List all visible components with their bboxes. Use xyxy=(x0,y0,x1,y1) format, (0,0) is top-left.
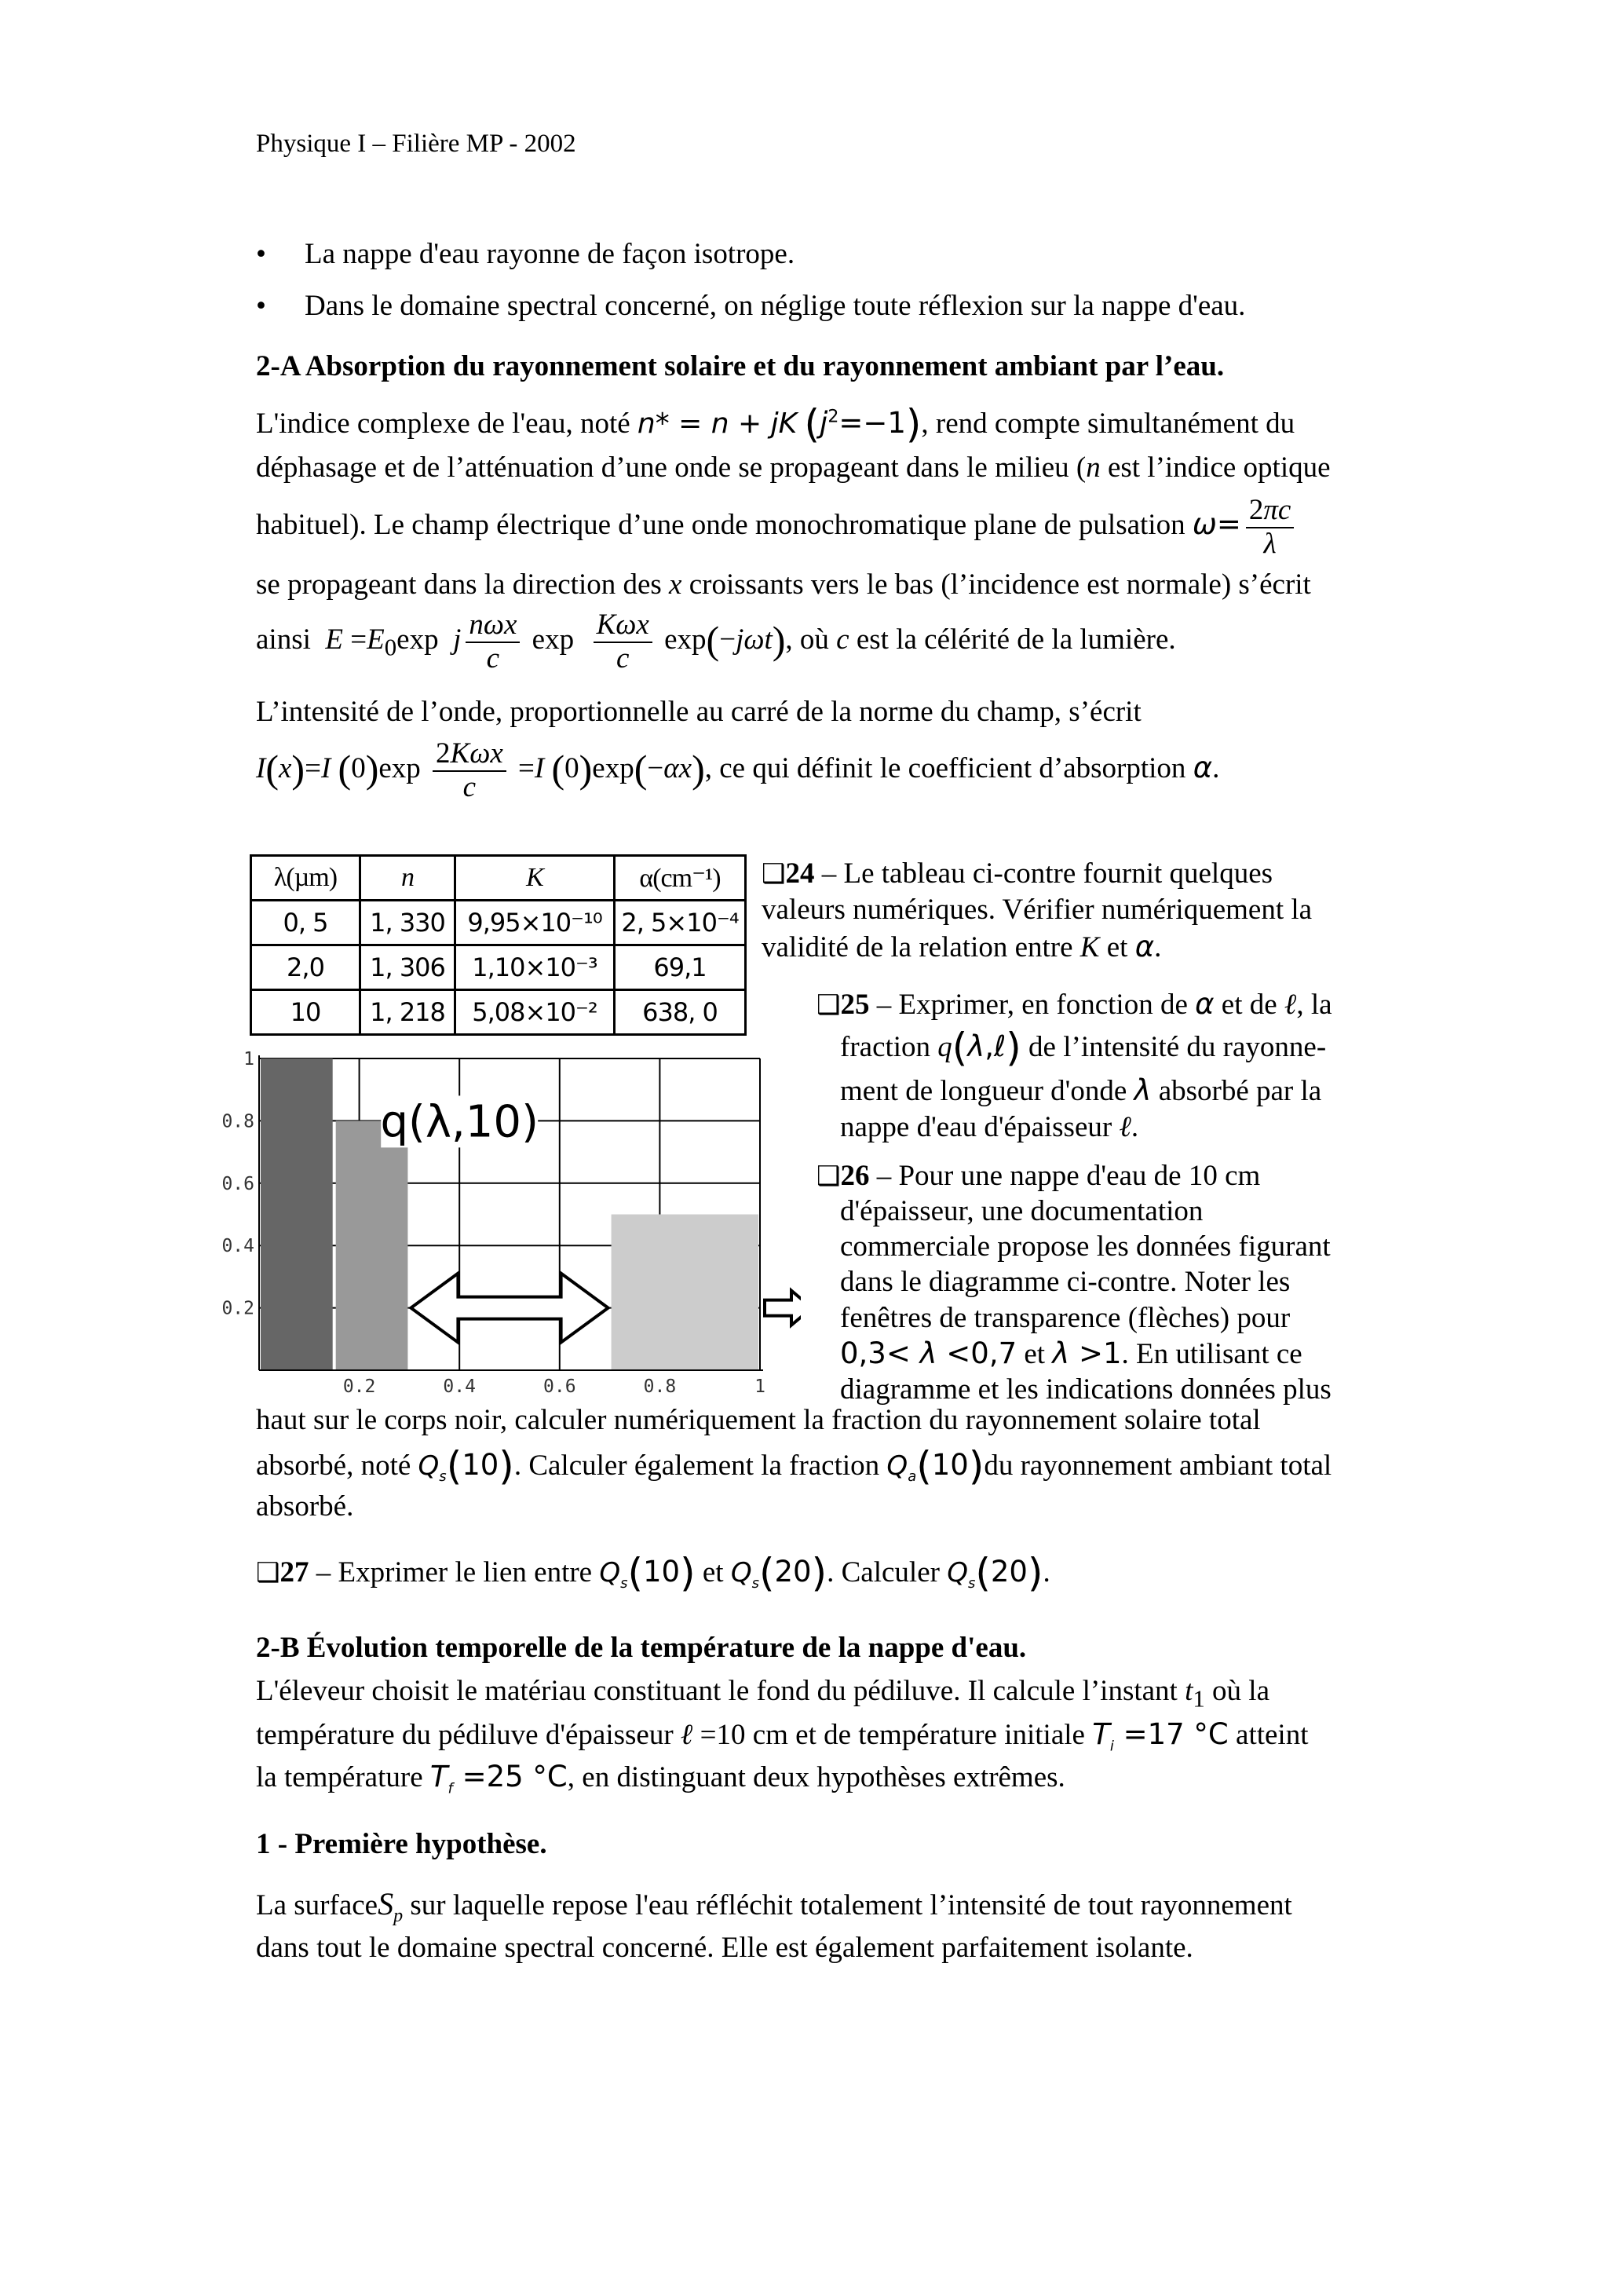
table-cell: 0, 5 xyxy=(251,901,360,945)
question-24: ❑24 – Le tableau ci-contre fournit quelques valeurs numériques. Vérifier numériquement la validité de la relation entre K et α. xyxy=(762,857,1313,963)
table-row xyxy=(251,945,746,990)
table-header-cell: λ(µm) xyxy=(251,856,360,901)
paragraph-line: L’intensité de l’onde, proportionnelle au carré de la norme du champ, s’écrit xyxy=(256,696,1142,728)
table-header-cell: α(cm⁻¹) xyxy=(615,856,746,901)
equation-line: ainsi $E =E_0\exp$ j $\frac{\text{nωx}}{c}$ exp $\frac{\text{Kωx}}{c}$ exp(−jωt), où c est la célérité de la lumière. xyxy=(256,609,1176,675)
double-arrow-icon xyxy=(411,1274,608,1343)
chart-bar xyxy=(261,1058,333,1370)
chart-bar xyxy=(336,1121,408,1370)
question-26-continued: absorbé, noté $Q_s(10)$. Calculer également la fraction $Q_a(10)du$ rayonnement ambiant total xyxy=(256,1443,1332,1489)
paragraph-line: L'éleveur choisit le matériau constituant le fond du pédiluve. Il calcule l’instant $t_1$ où la xyxy=(256,1675,1269,1713)
table-row xyxy=(251,901,746,945)
question-25: ❑25 – Exprimer, en fonction de α et de ℓ, la fraction q(λ,ℓ) de l’intensité du rayonne- ment de longueur d'onde λ absorbé par la nappe d'eau d'épaisseur ℓ. xyxy=(816,987,1332,1143)
question-26-continued: haut sur le corps noir, calculer numériquement la fraction du rayonnement solaire total xyxy=(256,1404,1261,1436)
hypothesis-title: 1 - Première hypothèse. xyxy=(256,1828,547,1860)
y-tick-label: 0.6 xyxy=(221,1173,254,1194)
x-tick-label: 0.2 xyxy=(342,1377,376,1397)
table-cell: 9,95×10⁻¹⁰ xyxy=(455,901,615,945)
checkbox-icon: ❑ xyxy=(256,1557,280,1589)
y-tick-label: 0.2 xyxy=(221,1298,254,1319)
paragraph-line: la température $T_f =25$ °C, en distinguant deux hypothèses extrêmes. xyxy=(256,1760,1065,1797)
chart-bar xyxy=(612,1215,758,1371)
checkbox-icon: ❑ xyxy=(816,1161,841,1192)
paragraph-line: température du pédiluve d'épaisseur ℓ =10 cm et de température initiale $T_i =17$ °C atteint xyxy=(256,1717,1309,1755)
table-header-row xyxy=(251,856,746,901)
table-cell: 638, 0 xyxy=(615,990,746,1035)
right-arrow-icon xyxy=(765,1291,801,1325)
table-cell: 10 xyxy=(251,990,360,1035)
y-tick-label: 1 xyxy=(243,1049,254,1069)
table-cell: 1, 306 xyxy=(360,945,455,990)
y-tick-label: 0.8 xyxy=(221,1111,254,1132)
bullet-item: • La nappe d'eau rayonne de façon isotrope. xyxy=(256,238,795,270)
page-header: Physique I – Filière MP - 2002 xyxy=(256,130,576,158)
equation-line: I(x)=I (0)exp $\frac{\text{2Kωx}}{c}$ =I (0)exp(−αx), ce qui définit le coefficient d’absorption α. xyxy=(256,737,1220,803)
table-cell: 69,1 xyxy=(615,945,746,990)
section-title-2a: 2-A Absorption du rayonnement solaire et du rayonnement ambiant par l’eau. xyxy=(256,350,1225,382)
question-26-continued: absorbé. xyxy=(256,1490,354,1523)
checkbox-icon: ❑ xyxy=(762,858,786,890)
paragraph-line: se propageant dans la direction des x croissants vers le bas (l’incidence est normale) s’écrit xyxy=(256,569,1311,601)
table-cell: 2,0 xyxy=(251,945,360,990)
paragraph-line: dans tout le domaine spectral concerné. Elle est également parfaitement isolante. xyxy=(256,1932,1193,1964)
absorption-chart xyxy=(204,1036,801,1398)
paragraph-line: déphasage et de l’atténuation d’une onde se propageant dans le milieu (n est l’indice optique xyxy=(256,452,1331,484)
table-cell: 1, 330 xyxy=(360,901,455,945)
question-26: ❑26 – Pour une nappe d'eau de 10 cm d'épaisseur, une documentation commerciale propose les données figurant dans le diagramme ci-contre. Noter les fenêtres de transparence (flèches) pour 0,3< λ <0,7 et λ >1. En utilisant ce diagramme et les indications données plus xyxy=(816,1160,1332,1406)
table-cell: 5,08×10⁻² xyxy=(455,990,615,1035)
table-cell: 1, 218 xyxy=(360,990,455,1035)
chart-title: q(λ,10) xyxy=(380,1096,539,1148)
table-cell: 2, 5×10⁻⁴ xyxy=(615,901,746,945)
paragraph-line: habituel). Le champ électrique d’une onde monochromatique plane de pulsation ω= $\frac{2\pi c}{\lambda}$ xyxy=(256,495,1386,560)
x-tick-label: 0.4 xyxy=(443,1377,476,1397)
x-tick-label: 0.6 xyxy=(543,1377,576,1397)
values-table xyxy=(250,854,747,1036)
table-header-cell: K xyxy=(455,856,615,901)
x-tick-label: 0.8 xyxy=(643,1377,677,1397)
table-header-cell: n xyxy=(360,856,455,901)
x-tick-label: 1 xyxy=(754,1377,765,1397)
table-row xyxy=(251,990,746,1035)
checkbox-icon: ❑ xyxy=(816,989,841,1021)
bullet-item: • Dans le domaine spectral concerné, on néglige toute réflexion sur la nappe d'eau. xyxy=(256,290,1246,322)
question-27: ❑27 – Exprimer le lien entre $Q_s(10)$ et $Q_s(20)$. Calculer $Q_s(20)$. xyxy=(256,1550,1050,1596)
paragraph-line: La surfaceS$_p$ sur laquelle repose l'eau réfléchit totalement l’intensité de tout rayonnement xyxy=(256,1886,1292,1926)
section-title-2b: 2-B Évolution temporelle de la température de la nappe d'eau. xyxy=(256,1632,1027,1664)
table-cell: 1,10×10⁻³ xyxy=(455,945,615,990)
paragraph-line: L'indice complexe de l'eau, noté n* = n + jK $(j^2=-1)$, rend compte simultanément du xyxy=(256,401,1295,447)
y-tick-label: 0.4 xyxy=(221,1236,254,1257)
